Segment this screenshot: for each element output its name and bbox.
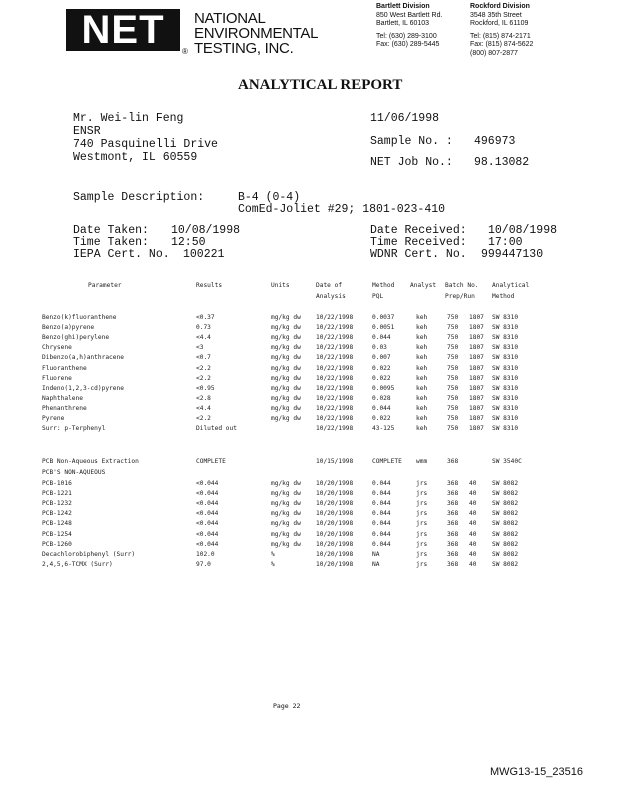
cell-result: COMPLETE (196, 458, 226, 465)
cell-run: 1807 (469, 415, 484, 422)
sample-description-line1: B-4 (0-4) (238, 191, 301, 204)
division-tel: Tel: (630) 289-3100 (376, 32, 437, 40)
col-header-analytical-line2: Method (492, 292, 515, 300)
cell-pql: NA (372, 550, 380, 558)
cell-parameter: PCB Non-Aqueous Extraction (42, 458, 139, 465)
cell-parameter: PCB-1232 (42, 500, 72, 508)
client-city: Westmont, IL 60559 (73, 151, 198, 164)
cell-result: 102.0 (196, 550, 215, 558)
cell-parameter: Fluoranthene (42, 364, 87, 372)
col-header-batch-line2: Prep/Run (445, 292, 475, 300)
cell-prep: 750 (447, 374, 459, 382)
cell-run: 40 (469, 520, 477, 528)
cell-date: 10/20/1998 (316, 540, 354, 548)
sample-description-label: Sample Description: (73, 191, 205, 204)
col-header-date (316, 281, 346, 302)
cell-prep: 750 (447, 314, 459, 321)
iepa-cert-label: IEPA Cert. No. (73, 248, 170, 261)
cell-units: mg/kg dw (271, 404, 301, 412)
sample-no-value: 496973 (474, 135, 516, 148)
col-header-method-line2: PQL (372, 292, 384, 300)
cell-pql: 0.022 (372, 374, 391, 382)
cell-result: <4.4 (196, 404, 211, 412)
cell-units: mg/kg dw (271, 500, 301, 508)
cell-date: 10/22/1998 (316, 364, 354, 372)
cell-method: SW 8082 (492, 530, 519, 538)
cell-units: mg/kg dw (271, 540, 301, 548)
col-header-analytical-line1: Analytical (492, 282, 530, 289)
cell-units: mg/kg dw (271, 374, 301, 382)
cell-parameter: Benzo(ghi)perylene (42, 334, 110, 342)
cell-result: <4.4 (196, 334, 211, 342)
date-received-value: 10/08/1998 (488, 224, 558, 237)
division-fax: Fax: (815) 874-5622 (470, 41, 534, 48)
cell-pql: 43-125 (372, 425, 395, 433)
cell-date: 10/22/1998 (316, 425, 354, 433)
cell-run: 1807 (469, 394, 484, 402)
cell-result: <3 (196, 344, 204, 352)
cell-analyst: jrs (416, 520, 428, 528)
cell-run: 40 (469, 500, 477, 508)
cell-analyst: jrs (416, 490, 428, 498)
cell-pql: 0.044 (372, 510, 391, 518)
cell-pql: 0.022 (372, 415, 391, 422)
cell-parameter: PCB-1016 (42, 480, 72, 487)
cell-units: mg/kg dw (271, 490, 301, 498)
cell-result: <2.2 (196, 374, 211, 382)
time-taken-value: 12:50 (171, 236, 206, 249)
cell-prep: 368 (447, 560, 459, 568)
cell-units: mg/kg dw (271, 314, 301, 321)
cell-date: 10/22/1998 (316, 384, 354, 392)
wdnr-cert-value: 999447130 (481, 248, 544, 261)
cell-run: 40 (469, 540, 477, 548)
cell-prep: 750 (447, 394, 459, 402)
cell-result: <0.044 (196, 520, 219, 528)
cell-method: SW 8082 (492, 490, 519, 498)
cell-date: 10/22/1998 (316, 354, 354, 362)
cell-pql: 0.044 (372, 334, 391, 342)
cell-analyst: wmm (416, 458, 428, 465)
cell-pql: NA (372, 560, 380, 568)
bartlett-division-block (376, 3, 442, 50)
time-received-value: 17:00 (488, 236, 523, 249)
cell-prep: 750 (447, 415, 459, 422)
cell-parameter: Phenanthrene (42, 404, 87, 412)
cell-result: <0.044 (196, 500, 219, 508)
cell-analyst: keh (416, 344, 428, 352)
cell-pql: 0.028 (372, 394, 391, 402)
job-no-value: 98.13082 (474, 156, 530, 169)
cell-method: SW 8310 (492, 425, 519, 433)
division-city: Bartlett, IL 60103 (376, 20, 430, 27)
cell-parameter: PCB-1221 (42, 490, 72, 498)
cell-analyst: keh (416, 374, 428, 382)
cell-analyst: keh (416, 384, 428, 392)
cell-date: 10/20/1998 (316, 510, 354, 518)
cell-analyst: jrs (416, 480, 428, 487)
cell-run: 40 (469, 530, 477, 538)
col-header-units: Units (271, 282, 290, 289)
cell-run: 1807 (469, 404, 484, 412)
company-logo: NET (66, 9, 180, 51)
cell-prep: 368 (447, 530, 459, 538)
cell-prep: 368 (447, 550, 459, 558)
cell-parameter: Fluorene (42, 374, 72, 382)
col-header-analytical (492, 281, 529, 302)
cell-pql: 0.044 (372, 404, 391, 412)
cell-run: 40 (469, 490, 477, 498)
cell-result: <2.8 (196, 394, 211, 402)
cell-prep: 368 (447, 490, 459, 498)
cell-pql: 0.044 (372, 480, 391, 487)
cell-pql: 0.007 (372, 354, 391, 362)
cell-method: SW 8310 (492, 394, 519, 402)
client-company: ENSR (73, 125, 101, 138)
cell-parameter: Pyrene (42, 415, 65, 422)
cell-prep: 750 (447, 344, 459, 352)
cell-analyst: jrs (416, 530, 428, 538)
cell-method: SW 8310 (492, 334, 519, 342)
cell-parameter: Dibenzo(a,h)anthracene (42, 354, 124, 362)
cell-date: 10/15/1998 (316, 458, 354, 465)
cell-parameter: PCB-1248 (42, 520, 72, 528)
company-name-line3: TESTING, INC. (194, 40, 294, 57)
cell-result: <0.044 (196, 480, 219, 487)
cell-analyst: jrs (416, 540, 428, 548)
col-header-method-line1: Method (372, 282, 395, 289)
cell-run: 1807 (469, 364, 484, 372)
wdnr-cert-label: WDNR Cert. No. (370, 248, 467, 261)
cell-analyst: keh (416, 415, 428, 422)
cell-prep: 750 (447, 364, 459, 372)
cell-prep: 750 (447, 354, 459, 362)
cell-pql: 0.0095 (372, 384, 395, 392)
col-header-date-line2: Analysis (316, 292, 346, 300)
cell-units: % (271, 560, 275, 568)
cell-run: 40 (469, 550, 477, 558)
cell-prep: 368 (447, 510, 459, 518)
cell-analyst: keh (416, 425, 428, 433)
col-header-analyst: Analyst (410, 282, 437, 289)
cell-run: 1807 (469, 344, 484, 352)
division-street: 3548 35th Street (470, 11, 522, 19)
date-taken-label: Date Taken: (73, 224, 149, 237)
col-header-batch (445, 281, 479, 302)
cell-date: 10/22/1998 (316, 374, 354, 382)
cell-pql: 0.0051 (372, 324, 395, 332)
cell-analyst: jrs (416, 510, 428, 518)
job-no-label: NET Job No.: (370, 156, 453, 169)
division-name: Rockford Division (470, 3, 530, 10)
cell-parameter: 2,4,5,6-TCMX (Surr) (42, 560, 113, 568)
cell-parameter: Surr: p-Terphenyl (42, 425, 106, 433)
iepa-cert-value: 100221 (183, 248, 225, 261)
cell-prep: 750 (447, 324, 459, 332)
cell-pql: 0.044 (372, 500, 391, 508)
cell-units: % (271, 550, 275, 558)
cell-method: SW 8082 (492, 550, 519, 558)
cell-pql: 0.044 (372, 490, 391, 498)
cell-method: SW 8310 (492, 415, 519, 422)
division-city: Rockford, IL 61109 (470, 20, 529, 27)
cell-prep: 750 (447, 425, 459, 433)
sample-description-line2: ComEd-Joliet #29; 1801-023-410 (238, 203, 446, 216)
col-header-batch-line1: Batch No. (445, 282, 479, 289)
cell-analyst: jrs (416, 560, 428, 568)
time-taken-label: Time Taken: (73, 236, 149, 249)
cell-prep: 368 (447, 458, 459, 465)
cell-units: mg/kg dw (271, 334, 301, 342)
cell-method: SW 8082 (492, 540, 519, 548)
date-taken-value: 10/08/1998 (171, 224, 241, 237)
cell-run: 1807 (469, 334, 484, 342)
report-date: 11/06/1998 (370, 112, 440, 125)
pcb-group-subheader: PCB'S NON-AQUEOUS (42, 469, 106, 476)
cell-units: mg/kg dw (271, 344, 301, 352)
cell-date: 10/20/1998 (316, 500, 354, 508)
cell-method: SW 8082 (492, 480, 519, 487)
sample-no-label: Sample No. : (370, 135, 453, 148)
cell-prep: 368 (447, 480, 459, 487)
cell-run: 1807 (469, 425, 484, 433)
cell-date: 10/20/1998 (316, 550, 354, 558)
report-title: ANALYTICAL REPORT (238, 77, 403, 93)
company-name-line1: NATIONAL (194, 10, 266, 27)
cell-method: SW 8082 (492, 520, 519, 528)
rockford-division-block (470, 3, 533, 58)
cell-pql: 0.022 (372, 364, 391, 372)
cell-date: 10/20/1998 (316, 490, 354, 498)
cell-method: SW 8082 (492, 500, 519, 508)
cell-parameter: PCB-1254 (42, 530, 72, 538)
col-header-results: Results (196, 282, 223, 289)
cell-analyst: jrs (416, 550, 428, 558)
division-phone2: (800) 807-2877 (470, 49, 518, 57)
col-header-parameter: Parameter (88, 282, 122, 289)
cell-method: SW 8082 (492, 560, 519, 568)
cell-parameter: PCB-1242 (42, 510, 72, 518)
cell-result: 97.0 (196, 560, 211, 568)
division-tel: Tel: (815) 874-2171 (470, 32, 531, 40)
cell-units: mg/kg dw (271, 354, 301, 362)
cell-pql: 0.0037 (372, 314, 395, 321)
cell-prep: 750 (447, 334, 459, 342)
cell-analyst: keh (416, 354, 428, 362)
cell-units: mg/kg dw (271, 520, 301, 528)
cell-date: 10/22/1998 (316, 394, 354, 402)
cell-analyst: keh (416, 364, 428, 372)
cell-units: mg/kg dw (271, 530, 301, 538)
cell-method: SW 8310 (492, 404, 519, 412)
client-address (73, 112, 218, 164)
cell-method: SW 8310 (492, 344, 519, 352)
cell-date: 10/22/1998 (316, 404, 354, 412)
cell-units: mg/kg dw (271, 415, 301, 422)
cell-pql: COMPLETE (372, 458, 402, 465)
cell-pql: 0.03 (372, 344, 387, 352)
cell-units: mg/kg dw (271, 384, 301, 392)
cell-parameter: Naphthalene (42, 394, 83, 402)
cell-result: 0.73 (196, 324, 211, 332)
cell-result: <0.7 (196, 354, 211, 362)
cell-date: 10/22/1998 (316, 334, 354, 342)
cell-parameter: Chrysene (42, 344, 72, 352)
cell-analyst: keh (416, 314, 428, 321)
cell-run: 1807 (469, 354, 484, 362)
cell-method: SW 8310 (492, 384, 519, 392)
cell-run: 1807 (469, 324, 484, 332)
client-street: 740 Pasquinelli Drive (73, 138, 218, 151)
division-street: 850 West Bartlett Rd. (376, 11, 443, 19)
cell-units: mg/kg dw (271, 324, 301, 332)
cell-prep: 750 (447, 384, 459, 392)
cell-run: 1807 (469, 374, 484, 382)
cell-result: Diluted out (196, 425, 237, 433)
cell-method: SW 8310 (492, 374, 519, 382)
col-header-method (372, 281, 394, 302)
cell-analyst: keh (416, 324, 428, 332)
cell-prep: 368 (447, 520, 459, 528)
cell-method: SW 8310 (492, 364, 519, 372)
cell-prep: 368 (447, 500, 459, 508)
cell-pql: 0.044 (372, 540, 391, 548)
cell-run: 40 (469, 480, 477, 487)
cell-date: 10/22/1998 (316, 324, 354, 332)
cell-result: <0.95 (196, 384, 215, 392)
cell-result: <0.044 (196, 530, 219, 538)
cell-result: <0.044 (196, 490, 219, 498)
cell-method: SW 3540C (492, 458, 522, 465)
cell-date: 10/20/1998 (316, 530, 354, 538)
cell-units: mg/kg dw (271, 480, 301, 487)
cell-method: SW 8310 (492, 354, 519, 362)
cell-parameter: Benzo(k)fluoranthene (42, 314, 117, 321)
cell-date: 10/22/1998 (316, 415, 354, 422)
cell-units: mg/kg dw (271, 394, 301, 402)
cell-units: mg/kg dw (271, 510, 301, 518)
cell-result: <0.044 (196, 510, 219, 518)
cell-result: <2.2 (196, 415, 211, 422)
cell-run: 1807 (469, 384, 484, 392)
cell-method: SW 8082 (492, 510, 519, 518)
cell-date: 10/22/1998 (316, 344, 354, 352)
client-name: Mr. Wei-lin Feng (73, 112, 184, 125)
cell-analyst: keh (416, 394, 428, 402)
cell-pql: 0.044 (372, 520, 391, 528)
time-received-label: Time Received: (370, 236, 467, 249)
division-fax: Fax: (630) 289-5445 (376, 41, 440, 48)
cell-parameter: Benzo(a)pyrene (42, 324, 95, 332)
bates-number: MWG13-15_23516 (490, 766, 583, 778)
cell-run: 40 (469, 560, 477, 568)
division-name: Bartlett Division (376, 3, 430, 10)
cell-pql: 0.044 (372, 530, 391, 538)
cell-analyst: keh (416, 334, 428, 342)
cell-date: 10/20/1998 (316, 560, 354, 568)
cell-analyst: jrs (416, 500, 428, 508)
cell-run: 40 (469, 510, 477, 518)
company-name-line2: ENVIRONMENTAL (194, 25, 319, 42)
cell-date: 10/20/1998 (316, 520, 354, 528)
cell-parameter: PCB-1260 (42, 540, 72, 548)
cell-result: <0.37 (196, 314, 215, 321)
cell-parameter: Indeno(1,2,3-cd)pyrene (42, 384, 124, 392)
col-header-date-line1: Date of (316, 282, 343, 289)
cell-parameter: Decachlorobiphenyl (Surr) (42, 550, 136, 558)
cell-date: 10/22/1998 (316, 314, 354, 321)
date-received-label: Date Received: (370, 224, 467, 237)
cell-date: 10/20/1998 (316, 480, 354, 487)
cell-prep: 750 (447, 404, 459, 412)
cell-analyst: keh (416, 404, 428, 412)
cell-method: SW 8310 (492, 314, 519, 321)
cell-run: 1807 (469, 314, 484, 321)
page-number: Page 22 (273, 702, 301, 710)
cell-result: <0.044 (196, 540, 219, 548)
cell-prep: 368 (447, 540, 459, 548)
cell-method: SW 8310 (492, 324, 519, 332)
registered-mark: ® (182, 47, 188, 56)
cell-units: mg/kg dw (271, 364, 301, 372)
cell-result: <2.2 (196, 364, 211, 372)
